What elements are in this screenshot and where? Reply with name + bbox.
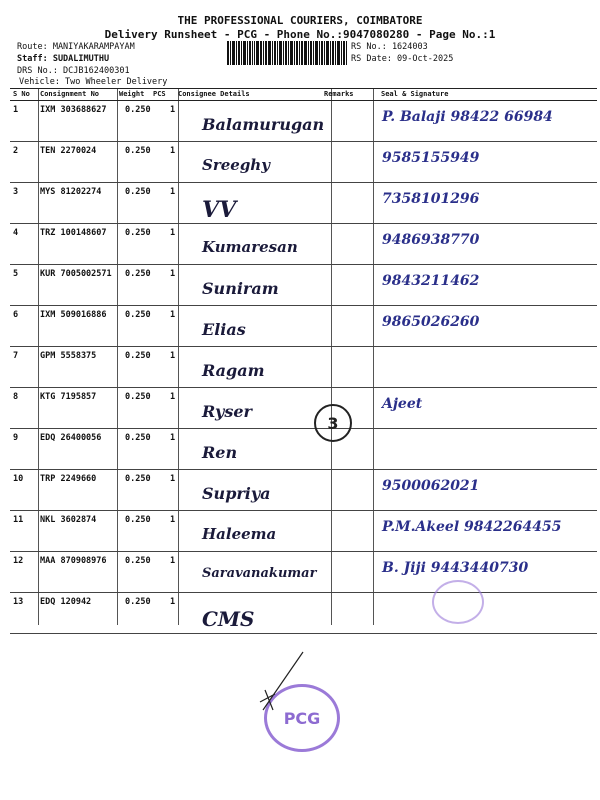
row-weight: 0.250 bbox=[125, 228, 151, 238]
signature-handwriting: Ajeet bbox=[382, 396, 423, 412]
table-row bbox=[10, 347, 597, 388]
row-pcs: 1 bbox=[170, 146, 176, 156]
row-pcs: 1 bbox=[170, 187, 176, 197]
route-label: Route: MANIYAKARAMPAYAM bbox=[17, 42, 135, 52]
row-pcs: 1 bbox=[170, 351, 176, 361]
row-pcs: 1 bbox=[170, 474, 176, 484]
row-sno: 9 bbox=[13, 433, 19, 443]
row-weight: 0.250 bbox=[125, 105, 151, 115]
row-pcs: 1 bbox=[170, 392, 176, 402]
table-row bbox=[10, 429, 597, 470]
table-row bbox=[10, 511, 597, 552]
staff-label: Staff: SUDALIMUTHU bbox=[17, 54, 110, 64]
barcode-image bbox=[227, 41, 347, 65]
company-title: THE PROFESSIONAL COURIERS, COIMBATORE bbox=[177, 14, 423, 27]
signature-handwriting: 7358101296 bbox=[382, 191, 480, 207]
drs-number: DRS No.: DCJB162400301 bbox=[17, 66, 130, 76]
row-weight: 0.250 bbox=[125, 351, 151, 361]
row-sno: 8 bbox=[13, 392, 19, 402]
consignee-handwriting: Kumaresan bbox=[202, 238, 298, 256]
table-row bbox=[10, 183, 597, 224]
table-row bbox=[10, 552, 597, 593]
row-sno: 1 bbox=[13, 105, 19, 115]
signature-handwriting: 9500062021 bbox=[382, 478, 480, 494]
row-consignment: TRP 2249660 bbox=[40, 474, 97, 484]
col-pcs: PCS bbox=[153, 90, 166, 98]
row-consignment: NKL 3602874 bbox=[40, 515, 97, 525]
row-consignment: IXM 303688627 bbox=[40, 105, 107, 115]
col-sno: S No bbox=[13, 90, 30, 98]
row-consignment: KUR 7005002571 bbox=[40, 269, 112, 279]
table-row bbox=[10, 470, 597, 511]
row-pcs: 1 bbox=[170, 105, 176, 115]
consignee-handwriting: Saravanakumar bbox=[202, 566, 317, 581]
row-sno: 13 bbox=[13, 597, 24, 607]
table-header bbox=[10, 88, 597, 101]
col-consignment: Consignment No bbox=[40, 90, 100, 98]
table-row bbox=[10, 101, 597, 142]
row-weight: 0.250 bbox=[125, 597, 151, 607]
consignee-handwriting: Balamurugan bbox=[202, 115, 325, 134]
row-sno: 11 bbox=[13, 515, 24, 525]
row-weight: 0.250 bbox=[125, 269, 151, 279]
table-row bbox=[10, 593, 597, 634]
signature-handwriting: P. Balaji 98422 66984 bbox=[382, 109, 553, 125]
consignee-handwriting: VV bbox=[202, 197, 237, 223]
runsheet-table bbox=[10, 88, 597, 634]
runsheet-subtitle: Delivery Runsheet - PCG - Phone No.:9047080280 - Page No.:1 bbox=[104, 28, 496, 41]
row-sno: 5 bbox=[13, 269, 19, 279]
row-pcs: 1 bbox=[170, 515, 176, 525]
signature-handwriting: 9843211462 bbox=[382, 273, 480, 289]
row-sno: 4 bbox=[13, 228, 19, 238]
consignee-handwriting: Supriya bbox=[202, 484, 271, 503]
consignee-handwriting: Ryser bbox=[202, 402, 252, 421]
row-sno: 3 bbox=[13, 187, 19, 197]
consignee-handwriting: Elias bbox=[202, 320, 246, 339]
row-weight: 0.250 bbox=[125, 392, 151, 402]
row-sno: 12 bbox=[13, 556, 24, 566]
signature-handwriting: 9865026260 bbox=[382, 314, 480, 330]
consignee-handwriting: Ren bbox=[202, 443, 238, 462]
signature-handwriting: 9486938770 bbox=[382, 232, 480, 248]
row-weight: 0.250 bbox=[125, 187, 151, 197]
row-pcs: 1 bbox=[170, 228, 176, 238]
row-consignment: EDQ 26400056 bbox=[40, 433, 102, 443]
row-sno: 10 bbox=[13, 474, 24, 484]
vehicle-label: Vehicle: Two Wheeler Delivery bbox=[19, 77, 168, 87]
row-consignment: EDQ 120942 bbox=[40, 597, 92, 607]
consignee-handwriting: Sreeghy bbox=[202, 156, 270, 174]
signature-handwriting: 9585155949 bbox=[382, 150, 480, 166]
row-consignment: KTG 7195857 bbox=[40, 392, 97, 402]
circled-number: 3 bbox=[314, 404, 352, 442]
row-weight: 0.250 bbox=[125, 310, 151, 320]
table-row bbox=[10, 224, 597, 265]
row-weight: 0.250 bbox=[125, 556, 151, 566]
row-consignment: TRZ 100148607 bbox=[40, 228, 107, 238]
col-remarks: Remarks bbox=[324, 90, 354, 98]
row-weight: 0.250 bbox=[125, 474, 151, 484]
table-row bbox=[10, 388, 597, 429]
row-pcs: 1 bbox=[170, 556, 176, 566]
row-consignment: TEN 2270024 bbox=[40, 146, 97, 156]
row-sno: 2 bbox=[13, 146, 19, 156]
row-consignment: GPM 5558375 bbox=[40, 351, 97, 361]
row-weight: 0.250 bbox=[125, 433, 151, 443]
rs-date: RS Date: 09-Oct-2025 bbox=[351, 54, 454, 64]
table-row bbox=[10, 265, 597, 306]
col-seal: Seal & Signature bbox=[381, 90, 449, 98]
row-consignment: MYS 81202274 bbox=[40, 187, 102, 197]
row-pcs: 1 bbox=[170, 433, 176, 443]
col-details: Consignee Details bbox=[178, 90, 250, 98]
seal-stamp bbox=[432, 580, 484, 624]
row-consignment: IXM 509016886 bbox=[40, 310, 107, 320]
consignee-handwriting: Haleema bbox=[202, 525, 277, 543]
consignee-handwriting: CMS bbox=[202, 607, 255, 631]
table-row bbox=[10, 142, 597, 183]
row-consignment: MAA 870908976 bbox=[40, 556, 107, 566]
row-pcs: 1 bbox=[170, 597, 176, 607]
row-sno: 7 bbox=[13, 351, 19, 361]
row-pcs: 1 bbox=[170, 269, 176, 279]
ink-scribble bbox=[255, 650, 305, 715]
consignee-handwriting: Suniram bbox=[202, 279, 279, 298]
col-weight: Weight bbox=[119, 90, 145, 98]
row-pcs: 1 bbox=[170, 310, 176, 320]
row-sno: 6 bbox=[13, 310, 19, 320]
signature-handwriting: B. Jiji 9443440730 bbox=[382, 560, 529, 576]
table-row bbox=[10, 306, 597, 347]
row-weight: 0.250 bbox=[125, 146, 151, 156]
row-weight: 0.250 bbox=[125, 515, 151, 525]
signature-handwriting: P.M.Akeel 9842264455 bbox=[382, 519, 562, 535]
consignee-handwriting: Ragam bbox=[202, 361, 265, 380]
rs-number: RS No.: 1624003 bbox=[351, 42, 428, 52]
pcg-stamp: PCG bbox=[264, 684, 340, 752]
